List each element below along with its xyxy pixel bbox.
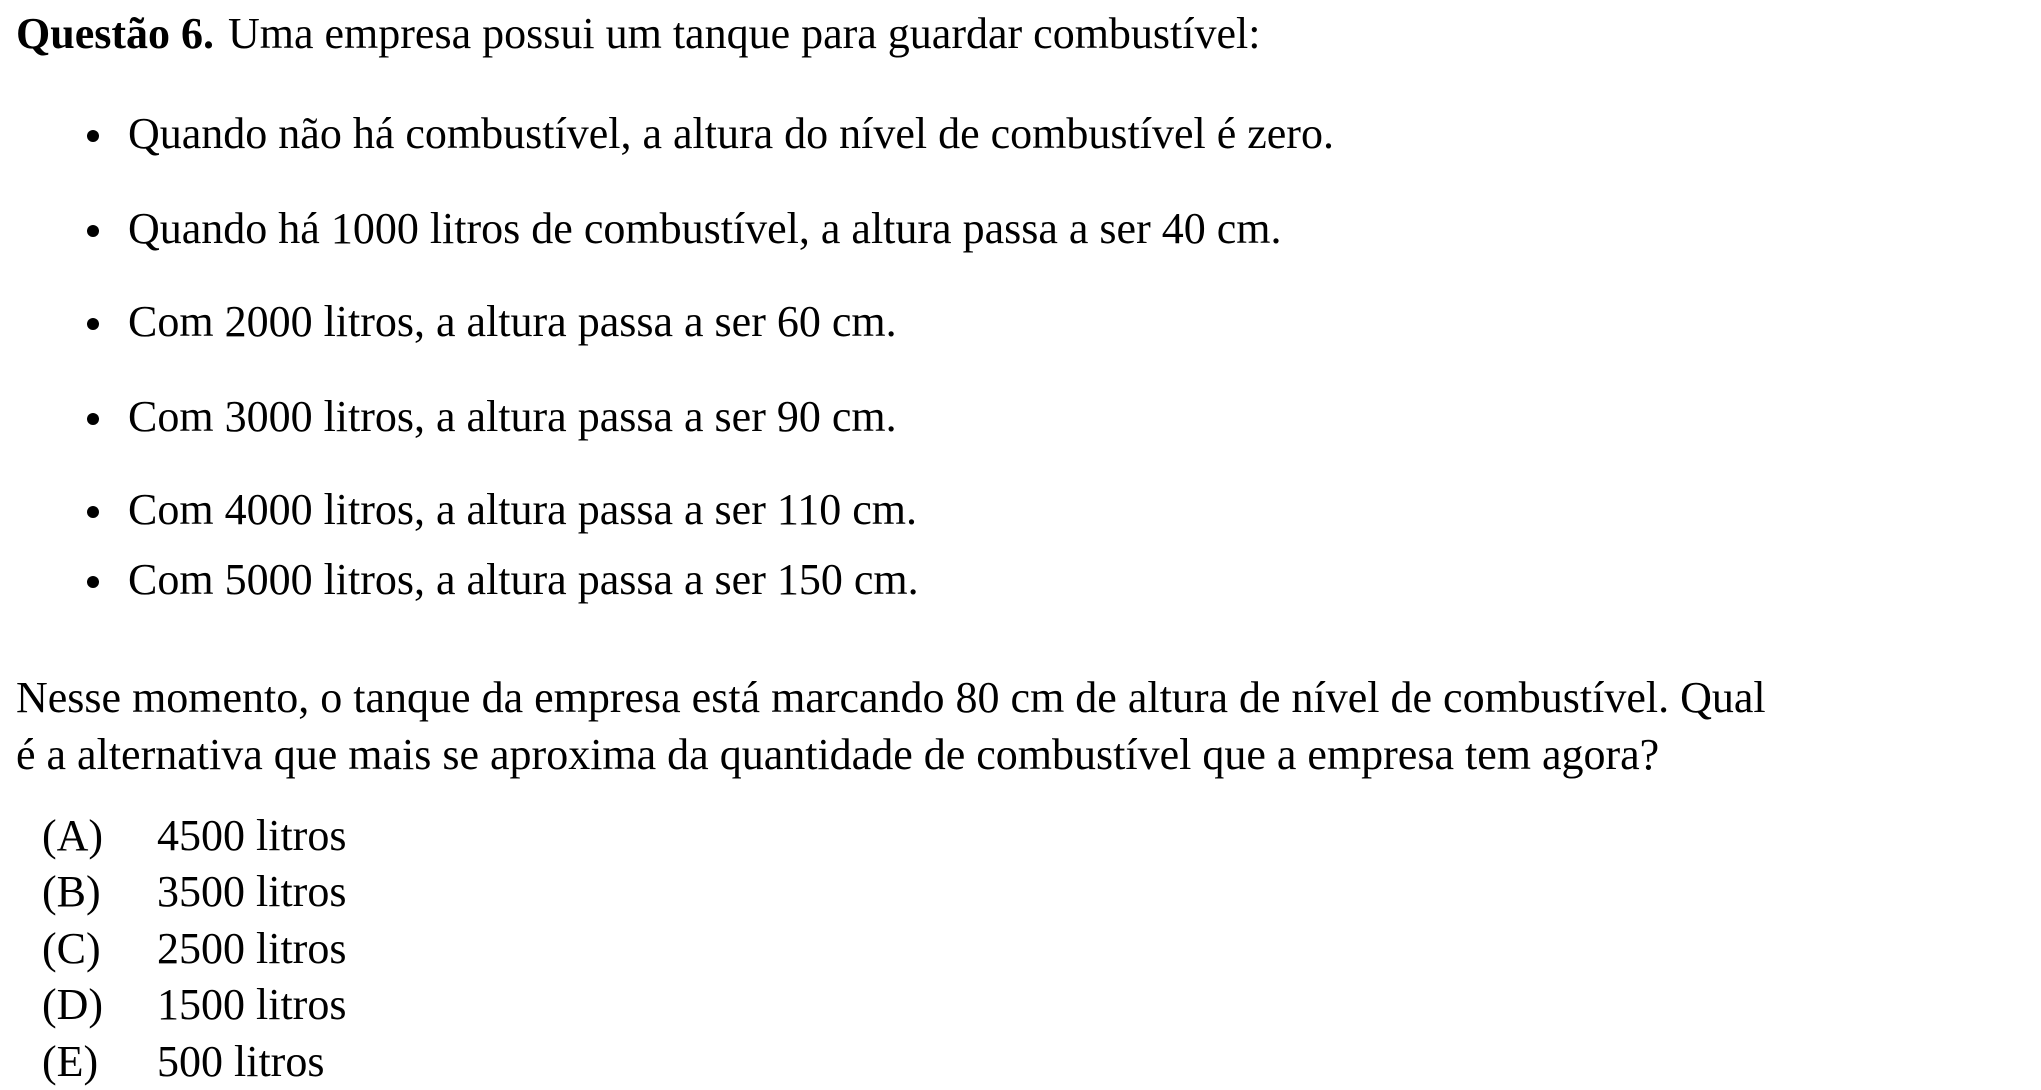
option-letter: (B) bbox=[42, 867, 101, 916]
option-letter: (D) bbox=[42, 980, 104, 1029]
option-a[interactable] bbox=[42, 808, 346, 864]
option-text: 1500 litros bbox=[157, 980, 347, 1029]
option-e[interactable] bbox=[42, 1034, 324, 1090]
condition-item bbox=[84, 294, 897, 350]
bullet-icon bbox=[87, 318, 99, 330]
question-number: Questão 6. bbox=[16, 9, 214, 58]
option-text: 4500 litros bbox=[157, 811, 347, 860]
condition-item bbox=[84, 106, 1334, 162]
option-d[interactable] bbox=[42, 977, 346, 1033]
option-c[interactable] bbox=[42, 921, 346, 977]
condition-text: Com 3000 litros, a altura passa a ser 90 cm. bbox=[128, 392, 897, 441]
condition-item bbox=[84, 552, 919, 608]
option-text: 3500 litros bbox=[157, 867, 347, 916]
option-b[interactable] bbox=[42, 864, 346, 920]
bullet-icon bbox=[87, 225, 99, 237]
prompt-line-2: é a alternativa que mais se aproxima da quantidade de combustível que a empresa tem agora? bbox=[16, 730, 1660, 779]
condition-text: Com 5000 litros, a altura passa a ser 150 cm. bbox=[128, 555, 919, 604]
bullet-icon bbox=[87, 506, 99, 518]
condition-text: Quando há 1000 litros de combustível, a altura passa a ser 40 cm. bbox=[128, 204, 1282, 253]
condition-item bbox=[84, 482, 917, 538]
option-text: 500 litros bbox=[157, 1037, 325, 1086]
option-letter: (C) bbox=[42, 924, 101, 973]
condition-text: Quando não há combustível, a altura do nível de combustível é zero. bbox=[128, 109, 1334, 158]
option-letter: (A) bbox=[42, 811, 104, 860]
condition-item bbox=[84, 201, 1281, 257]
bullet-icon bbox=[87, 413, 99, 425]
bullet-icon bbox=[87, 130, 99, 142]
condition-item bbox=[84, 389, 897, 445]
condition-text: Com 2000 litros, a altura passa a ser 60 cm. bbox=[128, 297, 897, 346]
prompt-line-1: Nesse momento, o tanque da empresa está marcando 80 cm de altura de nível de combustível. Qual bbox=[16, 673, 1766, 722]
condition-text: Com 4000 litros, a altura passa a ser 110 cm. bbox=[128, 485, 917, 534]
option-text: 2500 litros bbox=[157, 924, 347, 973]
question-intro: Uma empresa possui um tanque para guardar combustível: bbox=[228, 9, 1261, 58]
bullet-icon bbox=[87, 576, 99, 588]
question-header bbox=[16, 6, 1260, 62]
option-letter: (E) bbox=[42, 1037, 99, 1086]
